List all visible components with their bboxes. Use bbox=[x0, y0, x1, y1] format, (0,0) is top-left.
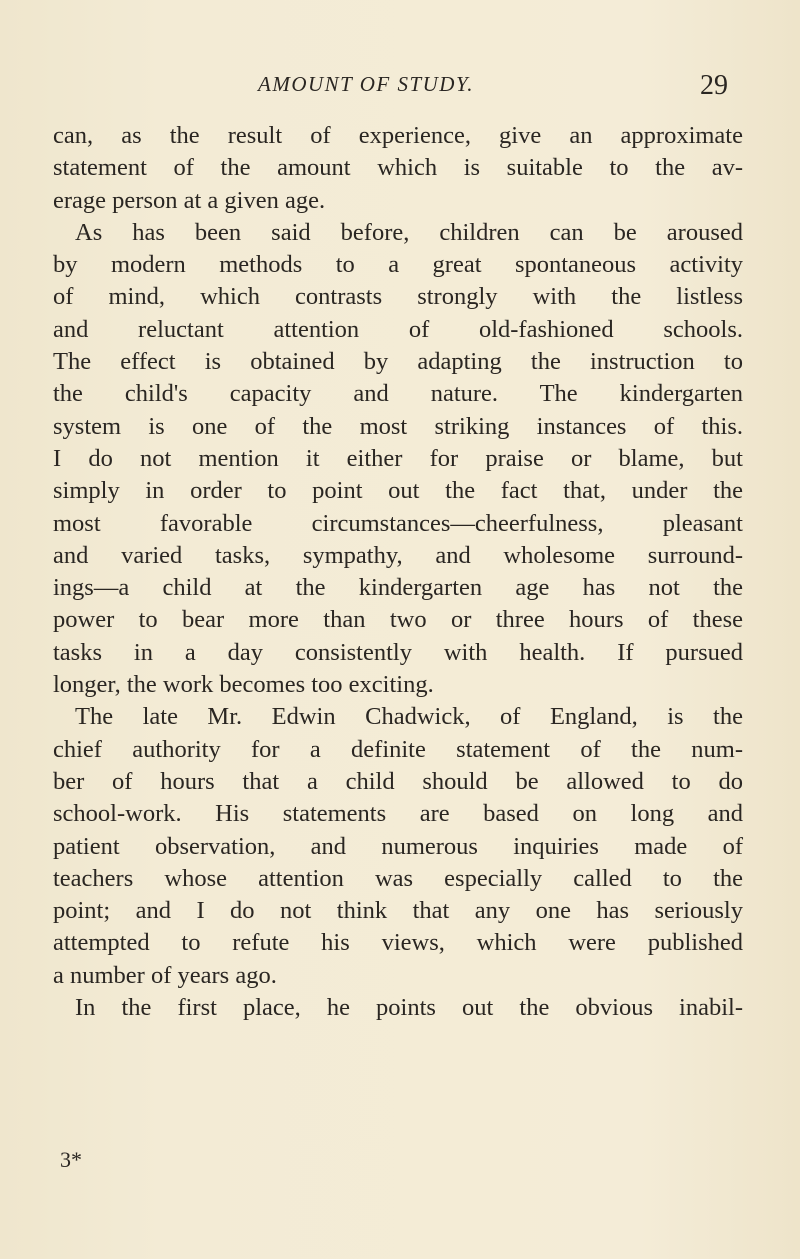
text-line: system is one of the most striking instances of this. bbox=[53, 412, 743, 440]
text-line: In the first place, he points out the obvious inabil- bbox=[75, 994, 743, 1022]
body-text bbox=[53, 120, 743, 1024]
text-line: can, as the result of experience, give an approximate bbox=[53, 122, 743, 149]
text-line: ings—a child at the kindergarten age has not the bbox=[53, 574, 743, 602]
text-line: chief authority for a definite statement of the num- bbox=[53, 735, 743, 763]
text-line: I do not mention it either for praise or blame, but bbox=[53, 444, 743, 472]
text-line: and varied tasks, sympathy, and wholesome surround- bbox=[53, 541, 743, 569]
text-line: power to bear more than two or three hours of these bbox=[53, 606, 743, 634]
text-line: school-work. His statements are based on long and bbox=[53, 800, 743, 828]
text-line: and reluctant attention of old-fashioned schools. bbox=[53, 315, 743, 343]
text-line: The effect is obtained by adapting the instruction to bbox=[53, 348, 743, 376]
text-line: attempted to refute his views, which were published bbox=[53, 929, 743, 957]
page-header bbox=[0, 70, 800, 106]
text-line: ber of hours that a child should be allowed to do bbox=[53, 767, 743, 795]
signature-mark: 3* bbox=[60, 1147, 82, 1172]
text-line: teachers whose attention was especially called to the bbox=[53, 864, 743, 892]
text-line: The late Mr. Edwin Chadwick, of England, is the bbox=[75, 703, 743, 731]
text-line: a number of years ago. bbox=[53, 961, 277, 989]
text-line: simply in order to point out the fact that, under the bbox=[53, 477, 743, 505]
text-line: the child's capacity and nature. The kindergarten bbox=[53, 380, 743, 408]
text-line: patient observation, and numerous inquiries made of bbox=[53, 832, 743, 860]
text-line: point; and I do not think that any one has seriously bbox=[53, 897, 743, 925]
text-line: most favorable circumstances—cheerfulness, pleasant bbox=[53, 509, 743, 537]
running-title: AMOUNT OF STUDY. bbox=[258, 72, 474, 96]
text-line: statement of the amount which is suitable to the av- bbox=[53, 154, 743, 182]
page-number: 29 bbox=[700, 70, 728, 101]
text-line: As has been said before, children can be aroused bbox=[75, 218, 743, 246]
text-line: of mind, which contrasts strongly with the listless bbox=[53, 283, 743, 311]
text-line: erage person at a given age. bbox=[53, 186, 326, 214]
text-line: tasks in a day consistently with health. If pursued bbox=[53, 638, 743, 666]
text-line: by modern methods to a great spontaneous activity bbox=[53, 251, 743, 279]
text-line: longer, the work becomes too exciting. bbox=[53, 671, 434, 699]
